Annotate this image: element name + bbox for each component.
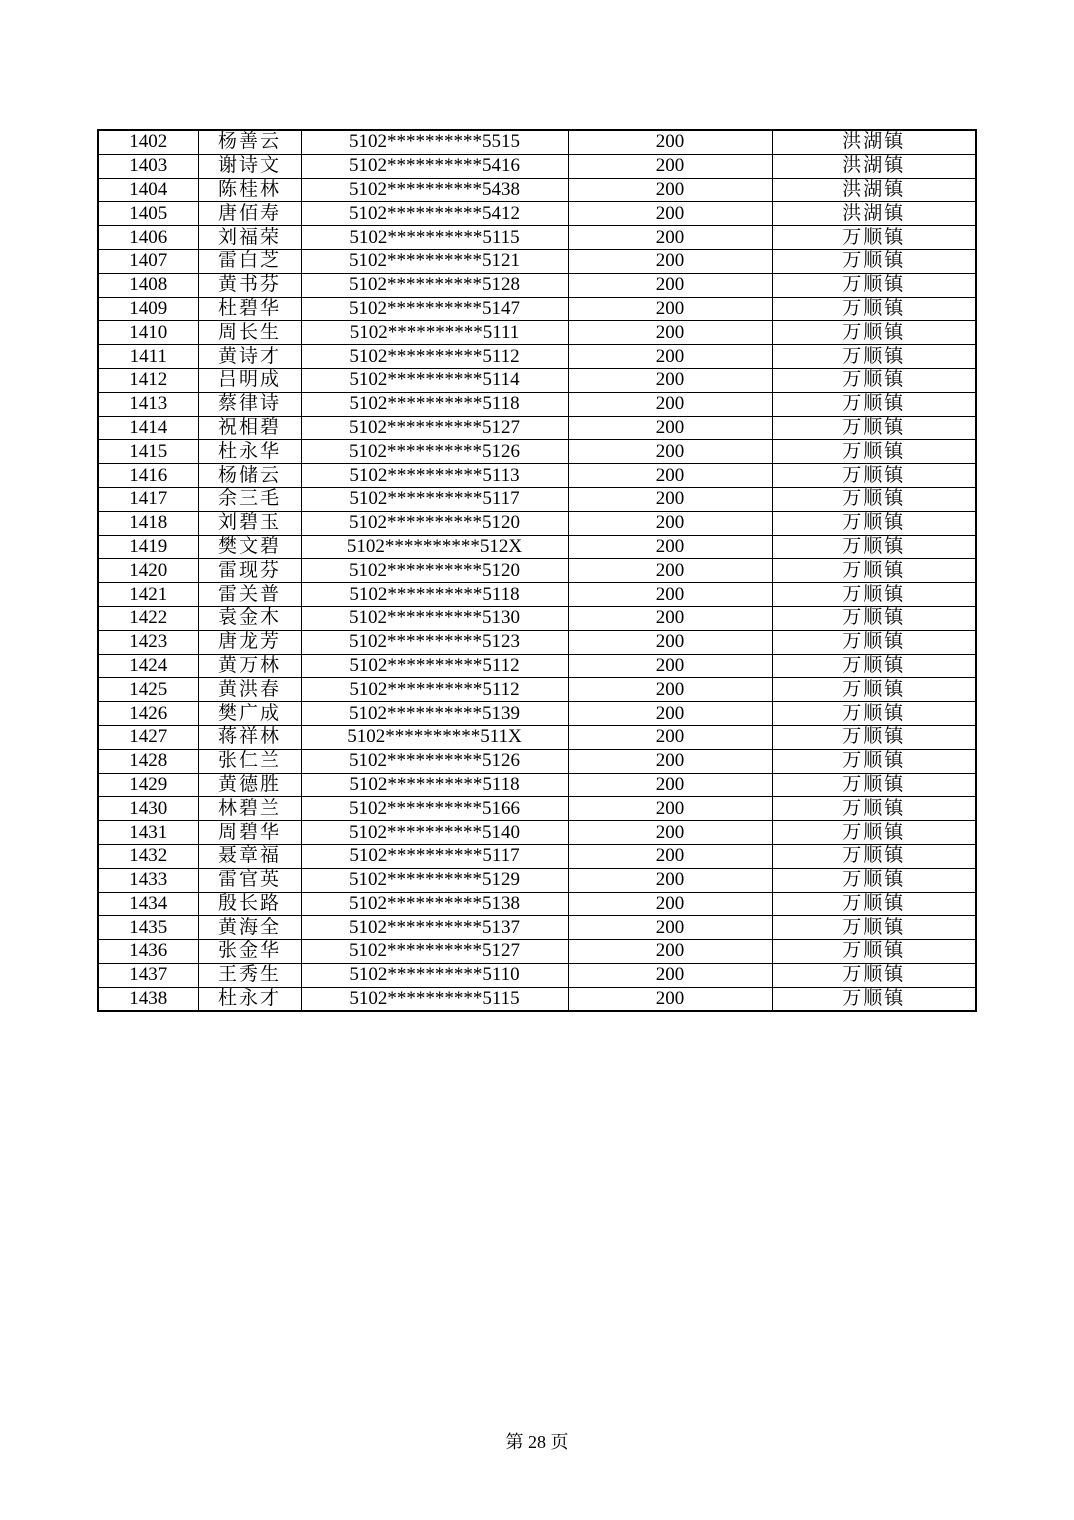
table-row bbox=[98, 821, 976, 845]
name-cell: 樊文碧 bbox=[198, 535, 301, 559]
amount-cell: 200 bbox=[568, 416, 772, 440]
amount-cell: 200 bbox=[568, 963, 772, 987]
amount-cell: 200 bbox=[568, 559, 772, 583]
table-row bbox=[98, 940, 976, 964]
town-cell: 万顺镇 bbox=[772, 940, 976, 964]
name-cell: 袁金木 bbox=[198, 606, 301, 630]
town-cell: 万顺镇 bbox=[772, 392, 976, 416]
serial-number-cell: 1434 bbox=[98, 892, 198, 916]
name-cell: 刘碧玉 bbox=[198, 511, 301, 535]
amount-cell: 200 bbox=[568, 702, 772, 726]
table-row bbox=[98, 844, 976, 868]
records-body bbox=[98, 130, 976, 1011]
amount-cell: 200 bbox=[568, 844, 772, 868]
amount-cell: 200 bbox=[568, 654, 772, 678]
name-cell: 王秀生 bbox=[198, 963, 301, 987]
serial-number-cell: 1435 bbox=[98, 916, 198, 940]
table-row bbox=[98, 892, 976, 916]
name-cell: 雷现芬 bbox=[198, 559, 301, 583]
table-row bbox=[98, 321, 976, 345]
table-row bbox=[98, 535, 976, 559]
id-number-cell: 5102**********5127 bbox=[301, 416, 568, 440]
name-cell: 雷关普 bbox=[198, 583, 301, 607]
table-row bbox=[98, 725, 976, 749]
amount-cell: 200 bbox=[568, 749, 772, 773]
town-cell: 万顺镇 bbox=[772, 749, 976, 773]
amount-cell: 200 bbox=[568, 678, 772, 702]
id-number-cell: 5102**********5118 bbox=[301, 392, 568, 416]
amount-cell: 200 bbox=[568, 130, 772, 154]
amount-cell: 200 bbox=[568, 892, 772, 916]
id-number-cell: 5102**********5412 bbox=[301, 202, 568, 226]
table-row bbox=[98, 630, 976, 654]
table-row bbox=[98, 345, 976, 369]
amount-cell: 200 bbox=[568, 821, 772, 845]
id-number-cell: 5102**********5112 bbox=[301, 678, 568, 702]
id-number-cell: 5102**********5137 bbox=[301, 916, 568, 940]
name-cell: 蒋祥林 bbox=[198, 725, 301, 749]
table-row bbox=[98, 797, 976, 821]
id-number-cell: 5102**********5140 bbox=[301, 821, 568, 845]
town-cell: 万顺镇 bbox=[772, 511, 976, 535]
table-row bbox=[98, 249, 976, 273]
serial-number-cell: 1406 bbox=[98, 226, 198, 250]
id-number-cell: 5102**********5128 bbox=[301, 273, 568, 297]
town-cell: 万顺镇 bbox=[772, 464, 976, 488]
id-number-cell: 5102**********5118 bbox=[301, 583, 568, 607]
name-cell: 杜碧华 bbox=[198, 297, 301, 321]
name-cell: 黄书芬 bbox=[198, 273, 301, 297]
serial-number-cell: 1416 bbox=[98, 464, 198, 488]
serial-number-cell: 1405 bbox=[98, 202, 198, 226]
town-cell: 万顺镇 bbox=[772, 702, 976, 726]
table-row bbox=[98, 487, 976, 511]
serial-number-cell: 1431 bbox=[98, 821, 198, 845]
id-number-cell: 5102**********5110 bbox=[301, 963, 568, 987]
serial-number-cell: 1423 bbox=[98, 630, 198, 654]
name-cell: 杜永华 bbox=[198, 440, 301, 464]
town-cell: 万顺镇 bbox=[772, 844, 976, 868]
name-cell: 刘福荣 bbox=[198, 226, 301, 250]
amount-cell: 200 bbox=[568, 297, 772, 321]
serial-number-cell: 1419 bbox=[98, 535, 198, 559]
name-cell: 谢诗文 bbox=[198, 154, 301, 178]
name-cell: 张仁兰 bbox=[198, 749, 301, 773]
name-cell: 黄洪春 bbox=[198, 678, 301, 702]
amount-cell: 200 bbox=[568, 249, 772, 273]
id-number-cell: 5102**********5115 bbox=[301, 226, 568, 250]
amount-cell: 200 bbox=[568, 987, 772, 1011]
name-cell: 张金华 bbox=[198, 940, 301, 964]
page-number: 第 28 页 bbox=[505, 1432, 569, 1452]
serial-number-cell: 1420 bbox=[98, 559, 198, 583]
serial-number-cell: 1418 bbox=[98, 511, 198, 535]
name-cell: 黄万林 bbox=[198, 654, 301, 678]
town-cell: 万顺镇 bbox=[772, 583, 976, 607]
town-cell: 万顺镇 bbox=[772, 345, 976, 369]
id-number-cell: 5102**********5139 bbox=[301, 702, 568, 726]
table-row bbox=[98, 130, 976, 154]
serial-number-cell: 1421 bbox=[98, 583, 198, 607]
amount-cell: 200 bbox=[568, 464, 772, 488]
id-number-cell: 5102**********511X bbox=[301, 725, 568, 749]
id-number-cell: 5102**********5515 bbox=[301, 130, 568, 154]
table-row bbox=[98, 987, 976, 1011]
serial-number-cell: 1403 bbox=[98, 154, 198, 178]
id-number-cell: 5102**********5126 bbox=[301, 440, 568, 464]
amount-cell: 200 bbox=[568, 321, 772, 345]
serial-number-cell: 1407 bbox=[98, 249, 198, 273]
id-number-cell: 5102**********5112 bbox=[301, 345, 568, 369]
serial-number-cell: 1427 bbox=[98, 725, 198, 749]
serial-number-cell: 1425 bbox=[98, 678, 198, 702]
name-cell: 杨储云 bbox=[198, 464, 301, 488]
name-cell: 黄诗才 bbox=[198, 345, 301, 369]
table-row bbox=[98, 154, 976, 178]
amount-cell: 200 bbox=[568, 178, 772, 202]
id-number-cell: 5102**********5114 bbox=[301, 368, 568, 392]
id-number-cell: 5102**********5112 bbox=[301, 654, 568, 678]
table-row bbox=[98, 511, 976, 535]
town-cell: 万顺镇 bbox=[772, 773, 976, 797]
amount-cell: 200 bbox=[568, 368, 772, 392]
amount-cell: 200 bbox=[568, 797, 772, 821]
town-cell: 洪湖镇 bbox=[772, 154, 976, 178]
name-cell: 吕明成 bbox=[198, 368, 301, 392]
table-row bbox=[98, 868, 976, 892]
amount-cell: 200 bbox=[568, 916, 772, 940]
serial-number-cell: 1436 bbox=[98, 940, 198, 964]
town-cell: 万顺镇 bbox=[772, 606, 976, 630]
id-number-cell: 5102**********5416 bbox=[301, 154, 568, 178]
id-number-cell: 5102**********5438 bbox=[301, 178, 568, 202]
id-number-cell: 5102**********5130 bbox=[301, 606, 568, 630]
amount-cell: 200 bbox=[568, 392, 772, 416]
id-number-cell: 5102**********5115 bbox=[301, 987, 568, 1011]
town-cell: 万顺镇 bbox=[772, 368, 976, 392]
amount-cell: 200 bbox=[568, 725, 772, 749]
table-row bbox=[98, 702, 976, 726]
serial-number-cell: 1437 bbox=[98, 963, 198, 987]
amount-cell: 200 bbox=[568, 487, 772, 511]
amount-cell: 200 bbox=[568, 226, 772, 250]
serial-number-cell: 1414 bbox=[98, 416, 198, 440]
town-cell: 万顺镇 bbox=[772, 321, 976, 345]
table-row bbox=[98, 368, 976, 392]
name-cell: 陈桂林 bbox=[198, 178, 301, 202]
records-table bbox=[97, 129, 977, 1012]
serial-number-cell: 1417 bbox=[98, 487, 198, 511]
name-cell: 聂章福 bbox=[198, 844, 301, 868]
id-number-cell: 5102**********5117 bbox=[301, 844, 568, 868]
town-cell: 万顺镇 bbox=[772, 630, 976, 654]
id-number-cell: 5102**********5111 bbox=[301, 321, 568, 345]
id-number-cell: 5102**********5126 bbox=[301, 749, 568, 773]
serial-number-cell: 1412 bbox=[98, 368, 198, 392]
id-number-cell: 5102**********5129 bbox=[301, 868, 568, 892]
amount-cell: 200 bbox=[568, 154, 772, 178]
town-cell: 万顺镇 bbox=[772, 725, 976, 749]
town-cell: 万顺镇 bbox=[772, 654, 976, 678]
amount-cell: 200 bbox=[568, 345, 772, 369]
serial-number-cell: 1430 bbox=[98, 797, 198, 821]
id-number-cell: 5102**********5120 bbox=[301, 559, 568, 583]
amount-cell: 200 bbox=[568, 630, 772, 654]
serial-number-cell: 1411 bbox=[98, 345, 198, 369]
name-cell: 祝相碧 bbox=[198, 416, 301, 440]
id-number-cell: 5102**********5113 bbox=[301, 464, 568, 488]
name-cell: 唐龙芳 bbox=[198, 630, 301, 654]
amount-cell: 200 bbox=[568, 868, 772, 892]
name-cell: 周长生 bbox=[198, 321, 301, 345]
table-row bbox=[98, 440, 976, 464]
table-row bbox=[98, 273, 976, 297]
serial-number-cell: 1426 bbox=[98, 702, 198, 726]
town-cell: 万顺镇 bbox=[772, 273, 976, 297]
serial-number-cell: 1404 bbox=[98, 178, 198, 202]
amount-cell: 200 bbox=[568, 940, 772, 964]
name-cell: 雷白芝 bbox=[198, 249, 301, 273]
table-row bbox=[98, 963, 976, 987]
serial-number-cell: 1415 bbox=[98, 440, 198, 464]
town-cell: 万顺镇 bbox=[772, 892, 976, 916]
table-row bbox=[98, 416, 976, 440]
name-cell: 黄德胜 bbox=[198, 773, 301, 797]
table-row bbox=[98, 606, 976, 630]
id-number-cell: 5102**********5138 bbox=[301, 892, 568, 916]
serial-number-cell: 1413 bbox=[98, 392, 198, 416]
serial-number-cell: 1408 bbox=[98, 273, 198, 297]
serial-number-cell: 1428 bbox=[98, 749, 198, 773]
name-cell: 杜永才 bbox=[198, 987, 301, 1011]
town-cell: 万顺镇 bbox=[772, 797, 976, 821]
town-cell: 洪湖镇 bbox=[772, 202, 976, 226]
table-row bbox=[98, 678, 976, 702]
amount-cell: 200 bbox=[568, 773, 772, 797]
town-cell: 万顺镇 bbox=[772, 416, 976, 440]
table-row bbox=[98, 297, 976, 321]
id-number-cell: 5102**********5127 bbox=[301, 940, 568, 964]
town-cell: 万顺镇 bbox=[772, 226, 976, 250]
name-cell: 杨善云 bbox=[198, 130, 301, 154]
table-row bbox=[98, 583, 976, 607]
table-row bbox=[98, 226, 976, 250]
table-row bbox=[98, 464, 976, 488]
name-cell: 樊广成 bbox=[198, 702, 301, 726]
serial-number-cell: 1409 bbox=[98, 297, 198, 321]
town-cell: 万顺镇 bbox=[772, 249, 976, 273]
id-number-cell: 5102**********5123 bbox=[301, 630, 568, 654]
name-cell: 蔡律诗 bbox=[198, 392, 301, 416]
table-row bbox=[98, 654, 976, 678]
id-number-cell: 5102**********512X bbox=[301, 535, 568, 559]
name-cell: 林碧兰 bbox=[198, 797, 301, 821]
town-cell: 万顺镇 bbox=[772, 559, 976, 583]
town-cell: 万顺镇 bbox=[772, 487, 976, 511]
table-row bbox=[98, 202, 976, 226]
amount-cell: 200 bbox=[568, 583, 772, 607]
serial-number-cell: 1410 bbox=[98, 321, 198, 345]
table-row bbox=[98, 749, 976, 773]
serial-number-cell: 1424 bbox=[98, 654, 198, 678]
town-cell: 万顺镇 bbox=[772, 916, 976, 940]
town-cell: 洪湖镇 bbox=[772, 178, 976, 202]
name-cell: 黄海全 bbox=[198, 916, 301, 940]
amount-cell: 200 bbox=[568, 440, 772, 464]
id-number-cell: 5102**********5117 bbox=[301, 487, 568, 511]
serial-number-cell: 1433 bbox=[98, 868, 198, 892]
amount-cell: 200 bbox=[568, 511, 772, 535]
id-number-cell: 5102**********5166 bbox=[301, 797, 568, 821]
table-row bbox=[98, 773, 976, 797]
id-number-cell: 5102**********5120 bbox=[301, 511, 568, 535]
serial-number-cell: 1438 bbox=[98, 987, 198, 1011]
serial-number-cell: 1422 bbox=[98, 606, 198, 630]
name-cell: 周碧华 bbox=[198, 821, 301, 845]
name-cell: 殷长路 bbox=[198, 892, 301, 916]
amount-cell: 200 bbox=[568, 606, 772, 630]
serial-number-cell: 1432 bbox=[98, 844, 198, 868]
table-row bbox=[98, 178, 976, 202]
table-row bbox=[98, 916, 976, 940]
town-cell: 洪湖镇 bbox=[772, 130, 976, 154]
id-number-cell: 5102**********5121 bbox=[301, 249, 568, 273]
town-cell: 万顺镇 bbox=[772, 821, 976, 845]
name-cell: 雷官英 bbox=[198, 868, 301, 892]
name-cell: 余三毛 bbox=[198, 487, 301, 511]
table-row bbox=[98, 559, 976, 583]
id-number-cell: 5102**********5118 bbox=[301, 773, 568, 797]
serial-number-cell: 1429 bbox=[98, 773, 198, 797]
town-cell: 万顺镇 bbox=[772, 535, 976, 559]
table-row bbox=[98, 392, 976, 416]
town-cell: 万顺镇 bbox=[772, 963, 976, 987]
amount-cell: 200 bbox=[568, 273, 772, 297]
town-cell: 万顺镇 bbox=[772, 297, 976, 321]
town-cell: 万顺镇 bbox=[772, 987, 976, 1011]
name-cell: 唐佰寿 bbox=[198, 202, 301, 226]
serial-number-cell: 1402 bbox=[98, 130, 198, 154]
town-cell: 万顺镇 bbox=[772, 440, 976, 464]
town-cell: 万顺镇 bbox=[772, 868, 976, 892]
amount-cell: 200 bbox=[568, 202, 772, 226]
amount-cell: 200 bbox=[568, 535, 772, 559]
id-number-cell: 5102**********5147 bbox=[301, 297, 568, 321]
town-cell: 万顺镇 bbox=[772, 678, 976, 702]
